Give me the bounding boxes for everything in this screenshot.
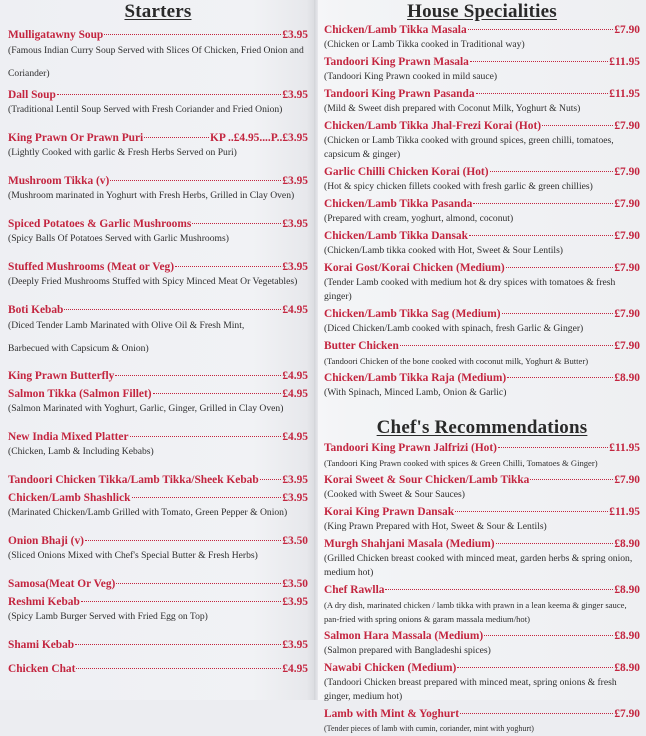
item-price: £8.90 bbox=[614, 630, 640, 642]
dot-leader bbox=[455, 511, 608, 512]
dot-leader bbox=[76, 668, 281, 669]
item-description: (Spicy Balls Of Potatoes Served with Garlic Mushrooms) bbox=[8, 233, 229, 244]
menu-item bbox=[324, 197, 640, 226]
item-price: £7.90 bbox=[614, 262, 640, 274]
item-price: £3.95 bbox=[282, 175, 308, 187]
item-name: Stuffed Mushrooms (Meat or Veg) bbox=[8, 261, 174, 273]
item-name: Chicken Chat bbox=[8, 663, 76, 675]
item-name: Boti Kebab bbox=[8, 304, 64, 316]
dot-leader bbox=[473, 203, 613, 204]
dot-leader bbox=[470, 61, 608, 62]
item-price: £7.90 bbox=[614, 230, 640, 242]
item-description: (Famous Indian Curry Soup Served with Slices Of Chicken, Fried Onion and Coriander) bbox=[8, 45, 304, 79]
menu-item bbox=[324, 87, 640, 116]
item-description: (Mushroom marinated in Yoghurt with Fresh Herbs, Grilled in Clay Oven) bbox=[8, 190, 295, 201]
menu-item bbox=[8, 662, 308, 677]
dot-leader bbox=[460, 713, 613, 714]
dot-leader bbox=[57, 94, 282, 95]
chefs-recommendations-heading: Chef's Recommendations bbox=[376, 417, 588, 438]
item-description: (Chicken or Lamb Tikka cooked with ground spices, green chilli, tomatoes, capsicum & ginger) bbox=[324, 135, 614, 160]
specialities-column bbox=[316, 0, 646, 733]
menu-item bbox=[324, 307, 640, 336]
item-price: £11.95 bbox=[609, 506, 640, 518]
page-fold bbox=[314, 0, 318, 700]
item-name: Garlic Chilli Chicken Korai (Hot) bbox=[324, 166, 489, 178]
item-description: (Tender Lamb cooked with medium hot & dry spices with tomatoes & fresh ginger) bbox=[324, 277, 616, 302]
dot-leader bbox=[468, 29, 614, 30]
menu-item bbox=[8, 131, 308, 160]
item-name: Chicken/Lamb Shashlick bbox=[8, 492, 131, 504]
item-name: Tandoori King Prawn Pasanda bbox=[324, 88, 475, 100]
item-name: Butter Chicken bbox=[324, 340, 399, 352]
item-description: (Diced Tender Lamb Marinated with Olive Oil & Fresh Mint, Barbecued with Capsicum & Onion) bbox=[8, 320, 245, 354]
item-description: (Tandoori King Prawn cooked in mild sauce) bbox=[324, 71, 498, 82]
menu-item bbox=[324, 441, 640, 470]
dot-leader bbox=[260, 479, 282, 480]
item-name: Korai Gost/Korai Chicken (Medium) bbox=[324, 262, 505, 274]
item-name: Spiced Potatoes & Garlic Mushrooms bbox=[8, 218, 192, 230]
item-description: (Salmon prepared with Bangladeshi spices) bbox=[324, 645, 491, 656]
dot-leader bbox=[498, 447, 608, 448]
dot-leader bbox=[496, 543, 614, 544]
item-price: £7.90 bbox=[614, 120, 640, 132]
item-description: (Prepared with cream, yoghurt, almond, coconut) bbox=[324, 213, 514, 224]
menu-item bbox=[324, 629, 640, 658]
item-name: Nawabi Chicken (Medium) bbox=[324, 662, 457, 674]
item-price: £4.95 bbox=[282, 304, 308, 316]
dot-leader bbox=[457, 667, 613, 668]
item-name: Samosa(Meat Or Veg) bbox=[8, 578, 116, 590]
item-name: Chicken/Lamb Tikka Pasanda bbox=[324, 198, 473, 210]
item-description: (Sliced Onions Mixed with Chef's Special Butter & Fresh Herbs) bbox=[8, 550, 258, 561]
menu-item bbox=[8, 28, 308, 85]
item-price: £4.95 bbox=[282, 431, 308, 443]
dot-leader bbox=[507, 377, 613, 378]
dot-leader bbox=[81, 601, 282, 602]
item-name: Korai King Prawn Dansak bbox=[324, 506, 455, 518]
item-name: Chicken/Lamb Tikka Raja (Medium) bbox=[324, 372, 507, 384]
menu-item bbox=[324, 119, 640, 162]
menu-item bbox=[324, 505, 640, 534]
item-description: (Chicken/Lamb tikka cooked with Hot, Sweet & Sour Lentils) bbox=[324, 245, 564, 256]
item-price: £7.90 bbox=[614, 24, 640, 36]
item-description: (Chicken, Lamb & Including Kebabs) bbox=[8, 446, 154, 457]
item-name: Chicken/Lamb Tikka Sag (Medium) bbox=[324, 308, 501, 320]
menu-item bbox=[8, 260, 308, 289]
item-price: £3.95 bbox=[282, 261, 308, 273]
item-price: £7.90 bbox=[614, 198, 640, 210]
item-description: (A dry dish, marinated chicken / lamb tikka with prawn in a lean keema & ginger sauce, pan-fried with spring onions & garam massala medium/hot) bbox=[324, 600, 627, 624]
item-description: (Marinated Chicken/Lamb Grilled with Tomato, Green Pepper & Onion) bbox=[8, 507, 288, 518]
item-price: £3.95 bbox=[282, 218, 308, 230]
item-name: Reshmi Kebab bbox=[8, 596, 80, 608]
item-description: (Diced Chicken/Lamb cooked with spinach, fresh Garlic & Ginger) bbox=[324, 323, 584, 334]
item-price: £3.50 bbox=[282, 535, 308, 547]
item-price: £3.95 bbox=[282, 639, 308, 651]
menu-item bbox=[8, 369, 308, 384]
menu-item bbox=[324, 339, 640, 368]
item-description: (Deeply Fried Mushrooms Stuffed with Spicy Minced Meat Or Vegetables) bbox=[8, 276, 298, 287]
dot-leader bbox=[385, 589, 613, 590]
dot-leader bbox=[116, 583, 281, 584]
item-name: Salmon Hara Massala (Medium) bbox=[324, 630, 484, 642]
item-description: (Traditional Lentil Soup Served with Fresh Coriander and Fried Onion) bbox=[8, 104, 283, 115]
house-specialities-heading: House Specialities bbox=[407, 1, 557, 22]
starters-column bbox=[0, 0, 316, 700]
menu-item bbox=[8, 595, 308, 624]
item-price: £3.95 bbox=[282, 474, 308, 486]
item-price: £7.90 bbox=[614, 340, 640, 352]
dot-leader bbox=[400, 345, 614, 346]
item-name: Mushroom Tikka (v) bbox=[8, 175, 110, 187]
item-price: £11.95 bbox=[609, 56, 640, 68]
item-description: (Grilled Chicken breast cooked with minced meat, garden herbs & spring onion, medium hot) bbox=[324, 553, 633, 578]
menu-item bbox=[324, 473, 640, 502]
item-name: Korai Sweet & Sour Chicken/Lamb Tikka bbox=[324, 474, 530, 486]
dot-leader bbox=[153, 393, 282, 394]
item-price: £7.90 bbox=[614, 166, 640, 178]
dot-leader bbox=[542, 125, 613, 126]
dot-leader bbox=[490, 171, 614, 172]
item-name: Murgh Shahjani Masala (Medium) bbox=[324, 538, 495, 550]
item-name: Salmon Tikka (Salmon Fillet) bbox=[8, 388, 152, 400]
item-name: Onion Bhaji (v) bbox=[8, 535, 84, 547]
item-price: £8.90 bbox=[614, 538, 640, 550]
item-price: £4.95 bbox=[282, 370, 308, 382]
item-name: King Prawn Or Prawn Puri bbox=[8, 132, 144, 144]
item-description: (With Spinach, Minced Lamb, Onion & Garlic) bbox=[324, 387, 507, 398]
dot-leader bbox=[75, 644, 281, 645]
dot-leader bbox=[469, 235, 613, 236]
item-description: (Tandoori King Prawn cooked with spices & Green Chilli, Tomatoes & Ginger) bbox=[324, 458, 598, 468]
item-name: Tandoori King Prawn Masala bbox=[324, 56, 469, 68]
dot-leader bbox=[130, 436, 282, 437]
menu-item bbox=[8, 430, 308, 459]
dot-leader bbox=[64, 309, 281, 310]
menu-item bbox=[8, 217, 308, 246]
dot-leader bbox=[85, 540, 281, 541]
item-description: (Cooked with Sweet & Sour Sauces) bbox=[324, 489, 465, 500]
item-description: (Hot & spicy chicken fillets cooked with fresh garlic & green chillies) bbox=[324, 181, 593, 192]
menu-item bbox=[8, 534, 308, 563]
item-description: (Salmon Marinated with Yoghurt, Garlic, Ginger, Grilled in Clay Oven) bbox=[8, 403, 284, 414]
dot-leader bbox=[144, 137, 209, 138]
item-price: £8.90 bbox=[614, 662, 640, 674]
menu-item bbox=[8, 473, 308, 488]
item-price: £8.90 bbox=[614, 372, 640, 384]
item-name: Chicken/Lamb Tikka Masala bbox=[324, 24, 467, 36]
menu-item bbox=[324, 661, 640, 704]
item-name: Shami Kebab bbox=[8, 639, 75, 651]
item-name: Chicken/Lamb Tikka Jhal-Frezi Korai (Hot) bbox=[324, 120, 542, 132]
dot-leader bbox=[502, 313, 614, 314]
menu-item bbox=[8, 88, 308, 117]
dot-leader bbox=[530, 479, 613, 480]
item-price: £7.90 bbox=[614, 308, 640, 320]
dot-leader bbox=[476, 93, 609, 94]
item-price: £3.50 bbox=[282, 578, 308, 590]
menu-item bbox=[324, 583, 640, 626]
item-price: £4.95 bbox=[282, 388, 308, 400]
item-price: £3.95 bbox=[282, 89, 308, 101]
dot-leader bbox=[110, 180, 281, 181]
item-price: £7.90 bbox=[614, 708, 640, 720]
dot-leader bbox=[175, 266, 281, 267]
item-description: (Lightly Cooked with garlic & Fresh Herbs Served on Puri) bbox=[8, 147, 237, 158]
menu-item bbox=[324, 23, 640, 52]
dot-leader bbox=[192, 223, 281, 224]
item-price: £11.95 bbox=[609, 442, 640, 454]
starters-heading: Starters bbox=[124, 1, 192, 22]
item-name: New India Mixed Platter bbox=[8, 431, 129, 443]
menu-item bbox=[324, 707, 640, 736]
item-name: Chef Rawlla bbox=[324, 584, 385, 596]
menu-item bbox=[324, 229, 640, 258]
item-description: (Mild & Sweet dish prepared with Coconut Milk, Yoghurt & Nuts) bbox=[324, 103, 581, 114]
item-description: (Spicy Lamb Burger Served with Fried Egg on Top) bbox=[8, 611, 208, 622]
item-description: (Tandoori Chicken breast prepared with minced meat, spring onions & fresh ginger, medium hot) bbox=[324, 677, 617, 702]
dot-leader bbox=[132, 497, 282, 498]
item-price: £11.95 bbox=[609, 88, 640, 100]
item-price: KP ..£4.95....P..£3.95 bbox=[210, 132, 308, 144]
item-name: Tandoori King Prawn Jalfrizi (Hot) bbox=[324, 442, 497, 454]
dot-leader bbox=[484, 635, 613, 636]
item-name: Chicken/Lamb Tikka Dansak bbox=[324, 230, 468, 242]
menu-item bbox=[8, 174, 308, 203]
dot-leader bbox=[104, 34, 281, 35]
dot-leader bbox=[115, 375, 281, 376]
item-name: Lamb with Mint & Yoghurt bbox=[324, 708, 460, 720]
dot-leader bbox=[506, 267, 614, 268]
item-description: (King Prawn Prepared with Hot, Sweet & Sour & Lentils) bbox=[324, 521, 547, 532]
item-price: £3.95 bbox=[282, 29, 308, 41]
menu-item bbox=[8, 638, 308, 653]
menu-item bbox=[324, 55, 640, 84]
menu-item bbox=[8, 491, 308, 520]
item-description: (Tender pieces of lamb with cumin, coriander, mint with yoghurt) bbox=[324, 724, 534, 733]
menu-item bbox=[324, 537, 640, 580]
item-name: Tandoori Chicken Tikka/Lamb Tikka/Sheek Kebab bbox=[8, 474, 259, 486]
item-name: Dall Soup bbox=[8, 89, 56, 101]
menu-item bbox=[8, 303, 308, 360]
item-price: £7.90 bbox=[614, 474, 640, 486]
item-name: Mulligatawny Soup bbox=[8, 29, 104, 41]
menu-item bbox=[324, 261, 640, 304]
item-price: £3.95 bbox=[282, 596, 308, 608]
item-price: £4.95 bbox=[282, 663, 308, 675]
menu-item bbox=[8, 387, 308, 416]
item-price: £3.95 bbox=[282, 492, 308, 504]
item-price: £8.90 bbox=[614, 584, 640, 596]
item-description: (Chicken or Lamb Tikka cooked in Traditional way) bbox=[324, 39, 525, 50]
item-description: (Tandoori Chicken of the bone cooked with coconut milk, Yoghurt & Butter) bbox=[324, 356, 589, 366]
item-name: King Prawn Butterfly bbox=[8, 370, 115, 382]
menu-item bbox=[324, 371, 640, 400]
menu-item bbox=[324, 165, 640, 194]
menu-item bbox=[8, 577, 308, 592]
